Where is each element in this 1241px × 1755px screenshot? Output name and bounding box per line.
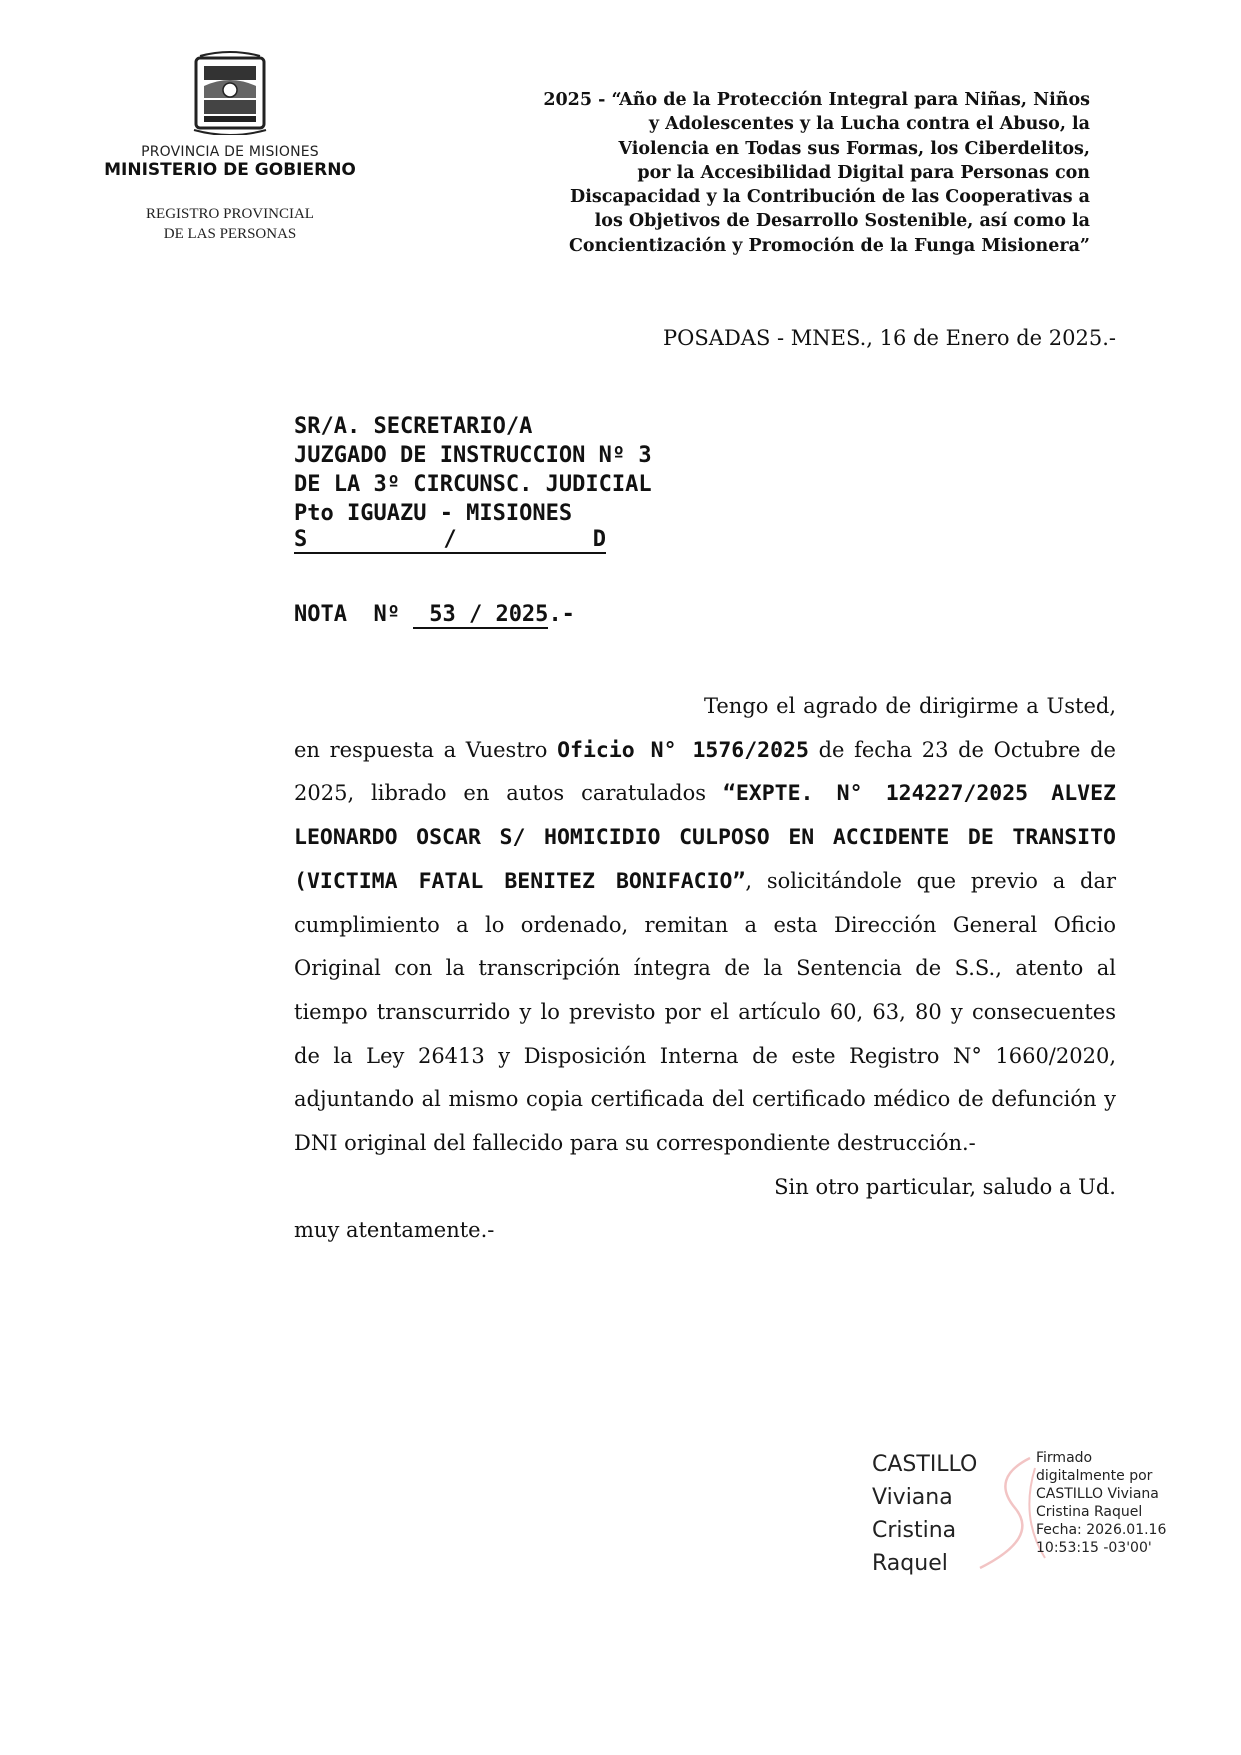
closing-greeting: Sin otro particular, saludo a Ud. bbox=[774, 1174, 1116, 1199]
addressee-line: SR/A. SECRETARIO/A bbox=[294, 414, 533, 439]
signature-meta-line: Cristina Raquel bbox=[1036, 1504, 1143, 1520]
org-registry-line2: DE LAS PERSONAS bbox=[163, 226, 297, 242]
signature-metadata bbox=[1036, 1449, 1206, 1557]
signature-meta-line: digitalmente por bbox=[1036, 1468, 1153, 1484]
letter-body bbox=[294, 685, 1116, 1253]
oficio-reference: Oficio N° 1576/2025 bbox=[557, 737, 809, 763]
sd-right: D bbox=[592, 527, 606, 552]
body-text-end: , solicitándole que previo a dar cumplimiento a lo ordenado, remitan a esta Dirección General Oficio Original con la transcripción íntegra de la Sentencia de S.S., atento al tiempo transcurrido y lo previsto por el artículo 60, 63, 80 y consecuentes de la Ley 26413 y Disposición Interna de este Registro N° 1660/2020, adjuntando al mismo copia certificada del certificado médico de defunción y DNI original del fallecido para su correspondiente destrucción.- bbox=[294, 868, 1116, 1156]
motto-line: los Objetivos de Desarrollo Sostenible, así como la bbox=[594, 211, 1090, 232]
body-text-start: Tengo el agrado de dirigirme a Usted, en respuesta a Vuestro bbox=[294, 694, 1116, 762]
motto-line: Concientización y Promoción de la Funga Misionera” bbox=[568, 235, 1090, 256]
signature-meta-line: 10:53:15 -03'00' bbox=[1036, 1540, 1152, 1556]
org-registry-label bbox=[120, 204, 340, 244]
signature-meta-line: Firmado bbox=[1036, 1450, 1093, 1466]
motto-line: 2025 - “Año de la Protección Integral para Niñas, Niños bbox=[543, 90, 1090, 110]
year-motto bbox=[460, 88, 1090, 258]
sd-mid: / bbox=[443, 527, 457, 552]
note-number-value: 53 / 2025 bbox=[413, 603, 548, 629]
place-date-line: POSADAS - MNES., 16 de Enero de 2025.- bbox=[663, 326, 1116, 350]
signer-name-line: Viviana bbox=[872, 1485, 953, 1510]
sd-line bbox=[294, 528, 606, 554]
signature-meta-line: Fecha: 2026.01.16 bbox=[1036, 1522, 1167, 1538]
sd-left: S bbox=[294, 527, 308, 552]
motto-line: por la Accesibilidad Digital para Personas con bbox=[637, 162, 1090, 183]
signer-name-line: Cristina bbox=[872, 1518, 957, 1543]
note-suffix: .- bbox=[548, 602, 575, 627]
motto-line: Violencia en Todas sus Formas, los Ciberdelitos, bbox=[618, 138, 1090, 159]
note-label: NOTA Nº bbox=[294, 602, 414, 627]
motto-line: Discapacidad y la Contribución de las Cooperativas a bbox=[570, 187, 1090, 208]
signer-name-line: CASTILLO bbox=[872, 1452, 978, 1477]
signer-name-line: Raquel bbox=[872, 1551, 948, 1576]
motto-line: y Adolescentes y la Lucha contra el Abuso, la bbox=[648, 114, 1090, 135]
addressee-line: DE LA 3º CIRCUNSC. JUDICIAL bbox=[294, 472, 652, 497]
body-text-mid: de fecha 23 de Octubre de 2025, librado en autos caratulados bbox=[294, 737, 1116, 806]
signature-meta-line: CASTILLO Viviana bbox=[1036, 1486, 1159, 1502]
case-reference: “EXPTE. N° 124227/2025 ALVEZ LEONARDO OSCAR S/ HOMICIDIO CULPOSO EN ACCIDENTE DE TRANSITO (VICTIMA FATAL BENITEZ BONIFACIO” bbox=[294, 781, 1116, 894]
org-province-label: PROVINCIA DE MISIONES bbox=[141, 144, 319, 160]
org-ministry-label: MINISTERIO DE GOBIERNO bbox=[104, 160, 356, 180]
note-number bbox=[294, 602, 575, 629]
provincial-seal-logo bbox=[190, 50, 270, 135]
addressee-line: Pto IGUAZU - MISIONES bbox=[294, 501, 573, 526]
body-paragraph bbox=[294, 685, 1116, 1166]
addressee-line: JUZGADO DE INSTRUCCION Nº 3 bbox=[294, 443, 652, 468]
closing-regards: muy atentamente.- bbox=[294, 1218, 495, 1243]
addressee-block bbox=[294, 412, 734, 554]
org-registry-line1: REGISTRO PROVINCIAL bbox=[146, 206, 314, 222]
